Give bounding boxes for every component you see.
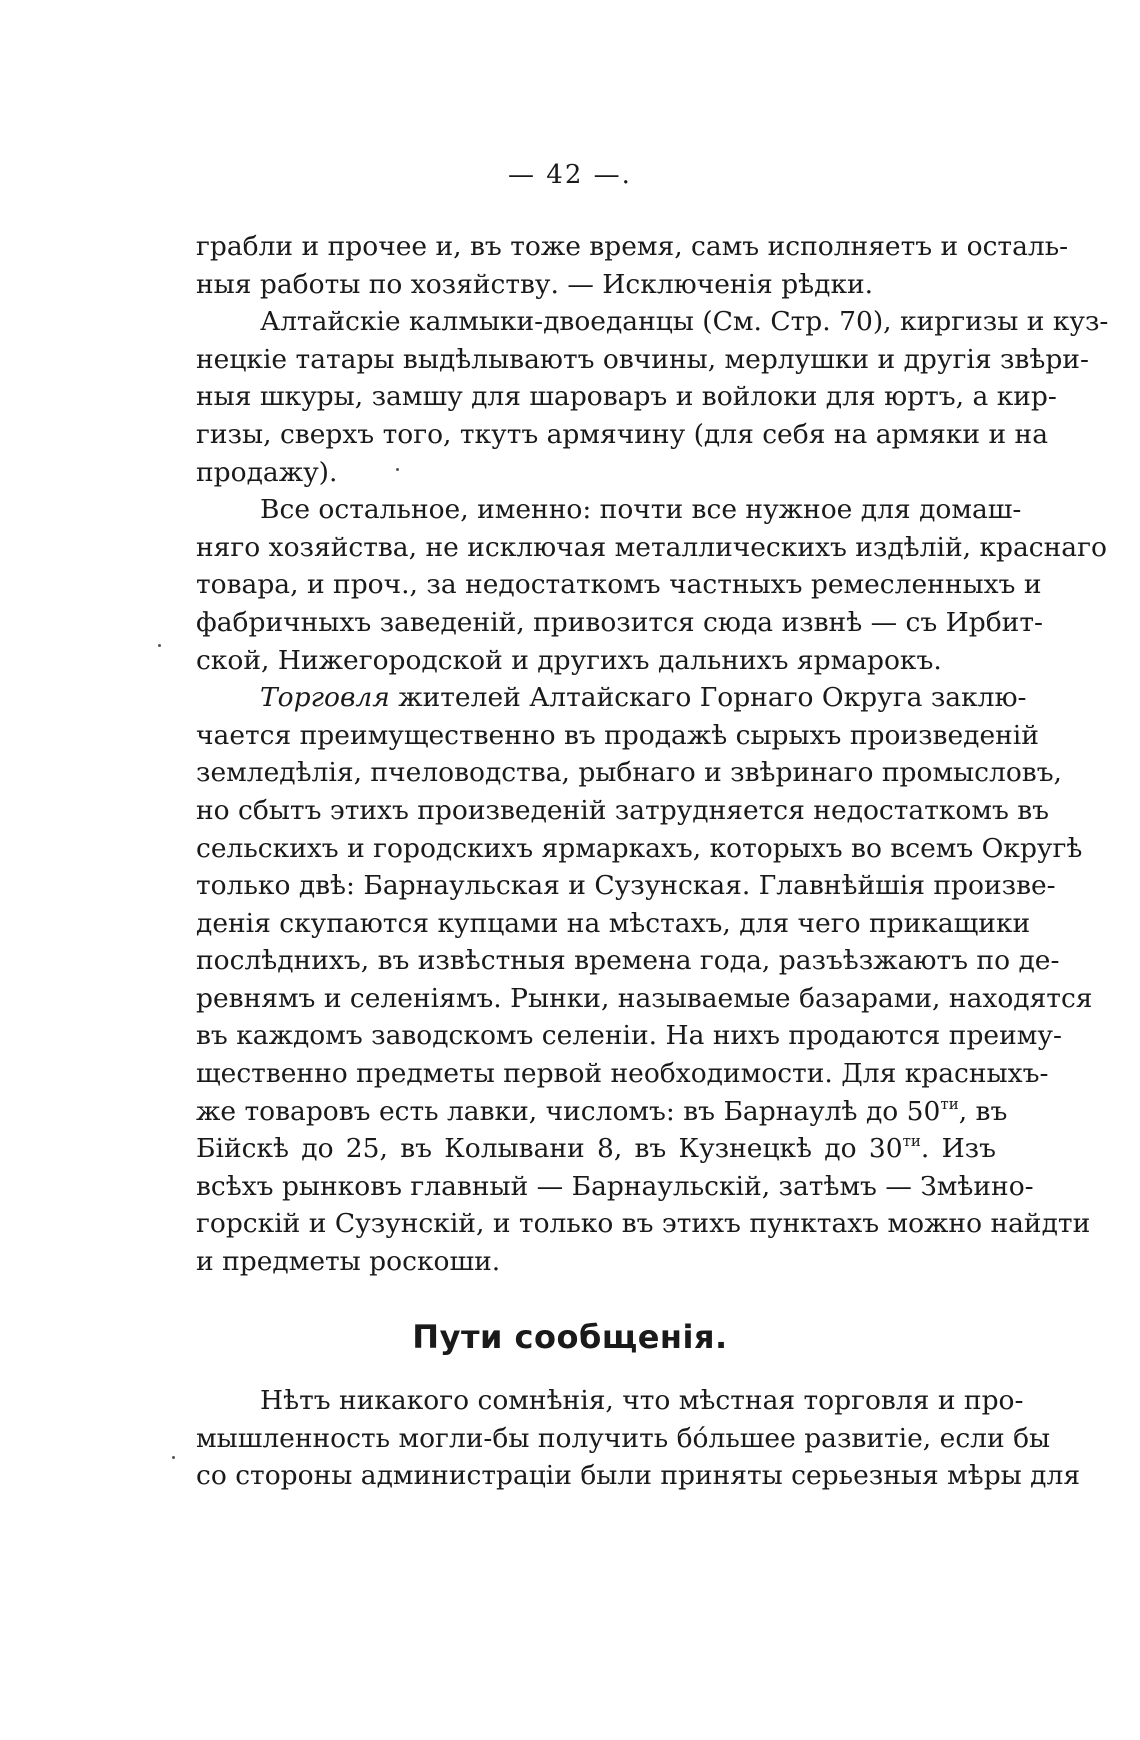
text-line: мышленность могли-бы получить бо́льшее развитіе, если бы [196, 1422, 1051, 1454]
text-line: нецкіе татары выдѣлываютъ овчины, мерлушки и другія звѣри- [196, 343, 1089, 375]
paragraph-4 [196, 679, 1093, 1281]
text-line [196, 1093, 1008, 1131]
italic-term: Торговля [260, 682, 390, 714]
text-run: жителей Алтайскаго Горнаго Округа заклю- [389, 682, 1027, 714]
text-line: продажу). [196, 456, 338, 488]
text-line: грабли и прочее и, въ тоже время, самъ исполняетъ и осталь- [196, 231, 1069, 262]
text-line: но сбытъ этихъ произведеній затрудняется недостаткомъ въ [196, 794, 1050, 826]
text-line: няго хозяйства, не исключая металлическихъ издѣлій, краснаго [196, 531, 1107, 563]
text-line: Все остальное, именно: почти все нужное для домаш- [260, 494, 1022, 526]
text-line: ревнямъ и селеніямъ. Рынки, называемые базарами, находятся [196, 982, 1093, 1014]
text-line: Алтайскіе калмыки-двоеданцы (См. Стр. 70), киргизы и куз- [260, 306, 1109, 338]
text-line: ныя шкуры, замшу для шароваръ и войлоки для юртъ, а кир- [196, 381, 1057, 413]
text-line: земледѣлія, пчеловодства, рыбнаго и звѣринаго промысловъ, [196, 757, 1062, 789]
superscript: ти [902, 1132, 921, 1151]
text-line: только двѣ: Барнаульская и Сузунская. Главнѣйшія произве- [196, 870, 1056, 902]
text-run: же товаровъ есть лавки, числомъ: въ Барнаулѣ до 50 [196, 1095, 941, 1127]
text-line [196, 1130, 996, 1168]
superscript: ти [940, 1094, 959, 1113]
text-line: въ каждомъ заводскомъ селеніи. На нихъ продаются преиму- [196, 1020, 1062, 1052]
text-line: послѣднихъ, въ извѣстныя времена года, разъѣзжаютъ по де- [196, 945, 1060, 977]
text-line: ныя работы по хозяйству. — Исключенія рѣдки. [196, 268, 874, 300]
text-line: ской, Нижегородской и другихъ дальнихъ ярмарокъ. [196, 644, 942, 676]
text-line: сельскихъ и городскихъ ярмаркахъ, которыхъ во всемъ Округѣ [196, 832, 1083, 864]
text-run: Бійскѣ до 25, въ Колывани 8, въ Кузнецкѣ до 30 [196, 1133, 903, 1165]
paragraph-5 [196, 1382, 1081, 1495]
text-line: фабричныхъ заведеній, привозится сюда извнѣ — съ Ирбит- [196, 606, 1043, 638]
paragraph-1 [196, 228, 1069, 303]
text-line: денія скупаются купцами на мѣстахъ, для чего прикащики [196, 907, 1031, 939]
paragraph-2 [196, 303, 1109, 491]
section-heading: Пути сообщенія. [412, 1318, 728, 1356]
text-line: Нѣтъ никакого сомнѣнія, что мѣстная торговля и про- [260, 1385, 1024, 1416]
page-number: — 42 —. [508, 160, 632, 190]
scan-speck [172, 1456, 175, 1459]
paragraph-3 [196, 491, 1107, 679]
body-text-bottom [196, 1382, 1081, 1495]
text-line: и предметы роскоши. [196, 1246, 501, 1278]
scan-speck [396, 468, 399, 471]
text-line [196, 679, 1027, 717]
text-line: всѣхъ рынковъ главный — Барнаульскій, затѣмъ — Змѣино- [196, 1170, 1034, 1202]
text-run: . Изъ [920, 1133, 996, 1165]
text-line: гизы, сверхъ того, ткутъ армячину (для себя на армяки и на [196, 418, 1049, 450]
scan-speck [158, 644, 161, 647]
text-line: чается преимущественно въ продажѣ сырыхъ произведеній [196, 719, 1039, 751]
body-text-top [196, 228, 1109, 1281]
text-line: щественно предметы первой необходимости. Для красныхъ- [196, 1058, 1049, 1090]
text-line: со стороны администраціи были приняты серьезныя мѣры для [196, 1460, 1081, 1492]
text-line: товара, и проч., за недостаткомъ частныхъ ремесленныхъ и [196, 569, 1042, 601]
text-line: горскій и Сузунскій, и только въ этихъ пунктахъ можно найдти [196, 1208, 1091, 1240]
text-run: , въ [958, 1095, 1008, 1127]
